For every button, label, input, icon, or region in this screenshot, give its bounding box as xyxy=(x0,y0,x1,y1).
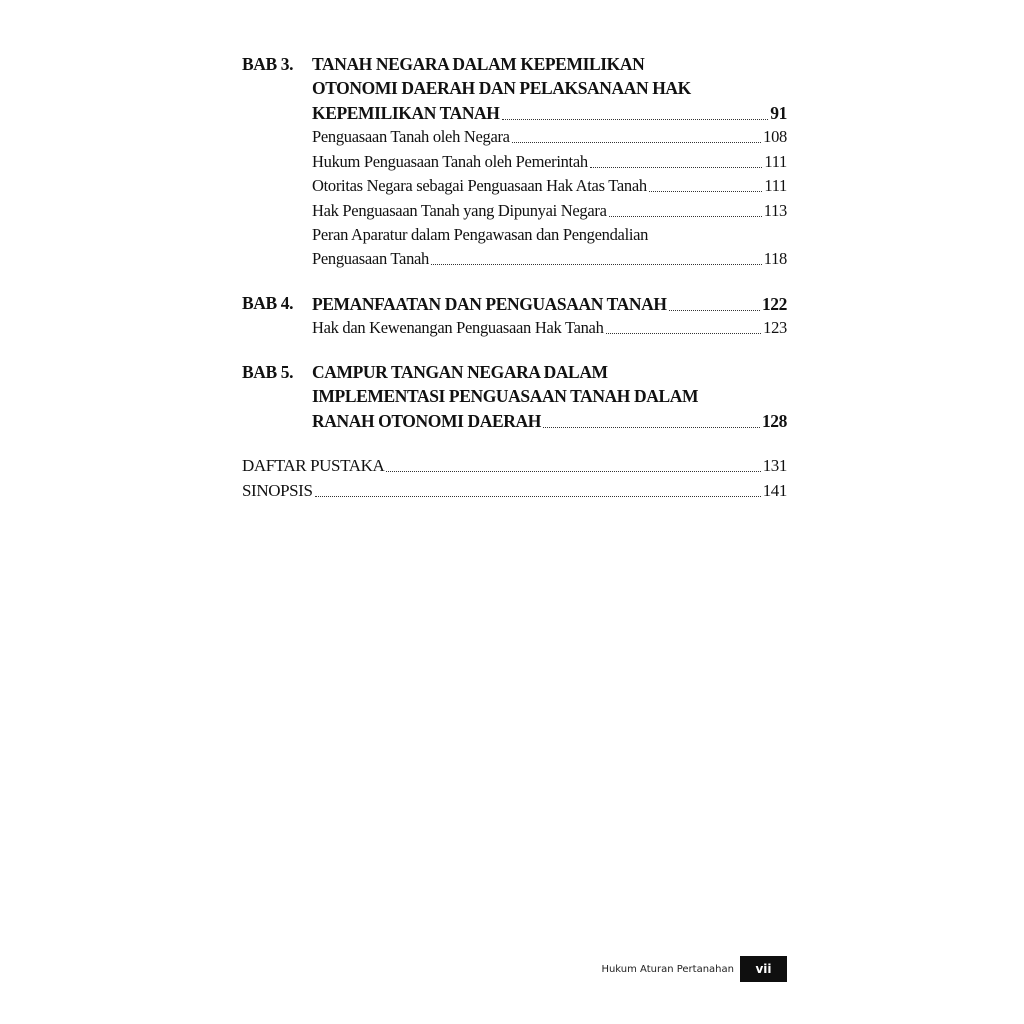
entry-title: Otoritas Negara sebagai Penguasaan Hak Atas Tanah xyxy=(312,176,647,195)
dot-leader xyxy=(386,454,760,472)
page-number: 131 xyxy=(762,455,787,475)
back-matter xyxy=(242,453,787,503)
dot-leader xyxy=(512,126,761,144)
toc-entry[interactable] xyxy=(312,408,787,433)
page-number: 123 xyxy=(763,318,787,337)
dot-leader xyxy=(649,175,763,193)
chapter-title-line: OTONOMI DAERAH DAN PELAKSANAAN HAK xyxy=(312,78,691,98)
book-title: Hukum Aturan Pertanahan xyxy=(601,963,734,975)
page-number: 111 xyxy=(764,176,787,195)
toc-entry[interactable] xyxy=(242,453,787,478)
table-of-contents xyxy=(242,52,787,503)
toc-entry[interactable] xyxy=(312,125,787,150)
chapter-label: BAB 5. xyxy=(242,362,294,382)
chapter-title: PEMANFAATAN DAN PENGUASAAN TANAH xyxy=(312,293,667,314)
entry-title: Peran Aparatur dalam Pengawasan dan Pengendalian xyxy=(312,224,649,244)
chapter-5 xyxy=(242,360,787,433)
entry-title: SINOPSIS xyxy=(242,480,313,500)
toc-entry[interactable] xyxy=(312,149,787,174)
page-number: 141 xyxy=(762,480,787,500)
page-number: 111 xyxy=(764,151,787,171)
chapter-title-line: KEPEMILIKAN TANAH xyxy=(312,102,500,123)
entry-title: Penguasaan Tanah xyxy=(312,249,429,268)
entry-title: Hak Penguasaan Tanah yang Dipunyai Negara xyxy=(312,200,607,220)
toc-entry[interactable] xyxy=(242,478,787,503)
toc-entry[interactable] xyxy=(312,316,787,341)
page-number: 108 xyxy=(763,127,787,146)
page-number: 128 xyxy=(761,410,787,431)
entry-title: DAFTAR PUSTAKA xyxy=(242,455,385,475)
toc-entry[interactable] xyxy=(312,174,787,199)
chapter-3 xyxy=(242,52,787,271)
dot-leader xyxy=(502,101,769,120)
chapter-title-line: IMPLEMENTASI PENGUASAAN TANAH DALAM xyxy=(312,386,699,406)
chapter-title-line: CAMPUR TANGAN NEGARA DALAM xyxy=(312,362,608,382)
page-number: 113 xyxy=(763,200,787,220)
dot-leader xyxy=(606,317,762,335)
toc-entry[interactable] xyxy=(312,247,787,272)
page-number: 91 xyxy=(770,102,787,123)
entry-title: Penguasaan Tanah oleh Negara xyxy=(312,127,510,146)
chapter-title-line: TANAH NEGARA DALAM KEPEMILIKAN xyxy=(312,54,645,74)
dot-leader xyxy=(609,199,762,217)
dot-leader xyxy=(543,409,760,428)
dot-leader xyxy=(431,248,762,266)
dot-leader xyxy=(590,150,763,168)
toc-entry[interactable] xyxy=(312,198,787,223)
chapter-4 xyxy=(242,291,787,340)
entry-title: Hak dan Kewenangan Penguasaan Hak Tanah xyxy=(312,318,604,337)
dot-leader xyxy=(315,479,761,497)
chapter-label: BAB 3. xyxy=(242,54,294,74)
page-number: 122 xyxy=(761,293,787,314)
chapter-label: BAB 4. xyxy=(242,293,294,313)
page-number: 118 xyxy=(763,249,787,268)
chapter-title-line: RANAH OTONOMI DAERAH xyxy=(312,410,541,431)
toc-entry[interactable] xyxy=(312,291,787,316)
toc-entry[interactable] xyxy=(312,100,787,125)
entry-title: Hukum Penguasaan Tanah oleh Pemerintah xyxy=(312,151,588,171)
dot-leader xyxy=(669,292,760,311)
page-footer xyxy=(560,956,787,982)
page-number-badge: vii xyxy=(740,956,787,982)
